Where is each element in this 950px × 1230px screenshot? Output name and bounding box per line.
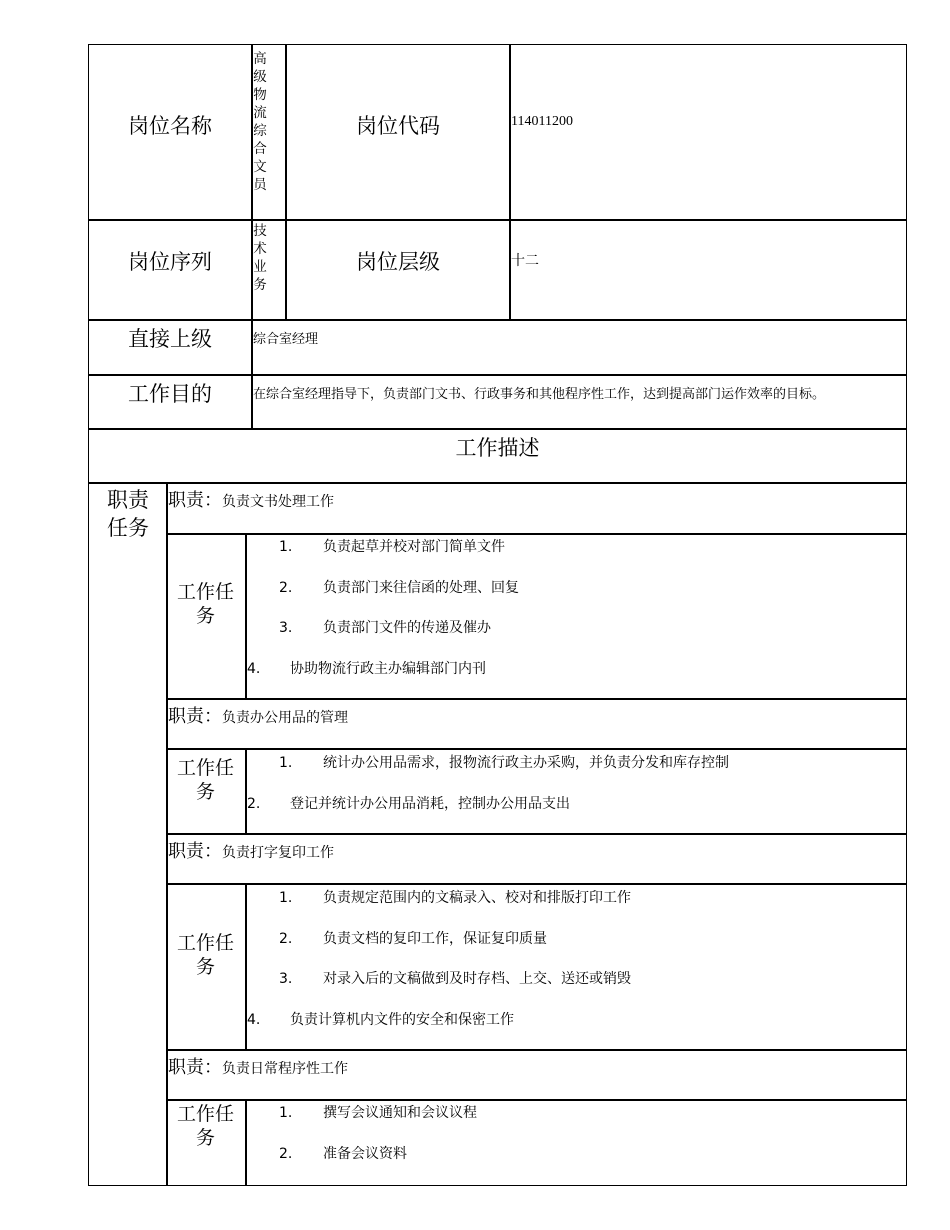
description-title: 工作描述 [455,436,540,460]
duty-prefix: 职责： [168,706,222,727]
task-label-text: 工作任务 [176,581,234,627]
duty-title: 负责日常程序性工作 [222,1061,348,1077]
task-item [279,752,729,772]
duty-title-row [168,1053,348,1079]
task-item-text: 负责起草并校对部门简单文件 [323,539,505,555]
task-item [279,617,491,637]
task-item [279,928,547,948]
task-divider [166,533,907,535]
task-item-text: 负责部门文件的传递及催办 [323,620,491,636]
task-item-number: 4. [247,660,261,677]
col-divider [509,44,511,320]
task-col-divider [245,1099,247,1185]
duty-prefix: 职责： [168,490,222,511]
duty-title: 负责办公用品的管理 [222,710,348,726]
duty-divider [166,698,907,700]
row-divider [88,428,907,430]
purpose-label: 工作目的 [128,382,212,406]
position-code-value: 114011200 [511,114,573,129]
duties-label [90,486,166,542]
task-label-text: 工作任务 [176,757,234,803]
row-divider [88,319,907,321]
row-divider [88,482,907,484]
task-item-number: 2. [279,930,293,947]
task-label-text: 工作任务 [176,932,234,978]
duty-title-row [168,486,334,512]
duty-prefix: 职责： [168,1057,222,1078]
task-label [168,756,243,804]
task-item [247,1009,514,1029]
task-item-text: 登记并统计办公用品消耗，控制办公用品支出 [290,795,570,812]
row-divider [88,374,907,376]
duty-title: 负责文书处理工作 [222,494,334,510]
task-item-text: 负责文档的复印工作，保证复印质量 [323,930,547,947]
task-item-text: 协助物流行政主办编辑部门内刊 [290,660,486,677]
task-item-text: 对录入后的文稿做到及时存档、上交、送还或销毁 [323,971,631,987]
task-item-text: 负责规定范围内的文稿录入、校对和排版打印工作 [323,890,631,906]
task-divider [166,883,907,885]
position-series-value: 技术业务 [253,223,267,293]
task-item [279,1143,407,1163]
duties-label-text: 职责任务 [107,488,149,540]
task-divider [166,748,907,750]
purpose-value: 在综合室经理指导下，负责部门文书、行政事务和其他程序性工作，达到提高部门运作效率的目标。 [253,387,826,402]
task-item-text: 统计办公用品需求，报物流行政主办采购，并负责分发和库存控制 [323,755,729,771]
task-item-number: 3. [279,620,293,636]
duty-prefix: 职责： [168,841,222,862]
task-item-number: 1. [279,755,293,771]
task-item-number: 1. [279,539,293,555]
position-level-value: 十二 [511,253,539,269]
task-item-number: 3. [279,971,293,987]
position-series-label: 岗位序列 [128,250,212,274]
duty-title-row [168,837,334,863]
duty-title-row [168,702,348,728]
task-col-divider [245,748,247,833]
position-code-label: 岗位代码 [356,114,440,138]
task-item [279,1102,477,1122]
task-item [247,793,570,813]
task-item-text: 负责部门来往信函的处理、回复 [323,579,519,596]
task-item-number: 2. [279,1145,293,1162]
task-item [247,658,486,678]
task-item-number: 1. [279,890,293,906]
task-item-text: 负责计算机内文件的安全和保密工作 [290,1011,514,1028]
duty-divider [166,1049,907,1051]
duty-title: 负责打字复印工作 [222,845,334,861]
task-item-text: 撰写会议通知和会议议程 [323,1105,477,1121]
position-name-value: 高级物流综合文员 [253,51,267,193]
task-item-number: 2. [247,795,261,812]
position-name-label: 岗位名称 [128,114,212,138]
task-item [279,968,631,988]
task-item-text: 准备会议资料 [323,1145,407,1162]
task-label [168,931,243,979]
task-item [279,536,505,556]
duty-divider [166,833,907,835]
task-label-text: 工作任务 [176,1103,234,1149]
superior-value: 综合室经理 [253,332,319,347]
task-label [168,1102,243,1150]
task-item-number: 1. [279,1105,293,1121]
task-item [279,577,519,597]
row-divider [88,219,907,221]
task-item [279,887,631,907]
task-divider [166,1099,907,1101]
task-item-number: 4. [247,1011,261,1028]
task-item-number: 2. [279,579,293,596]
superior-label: 直接上级 [128,327,212,351]
position-level-label: 岗位层级 [356,250,440,274]
task-label [168,580,243,628]
col-divider [285,44,287,320]
